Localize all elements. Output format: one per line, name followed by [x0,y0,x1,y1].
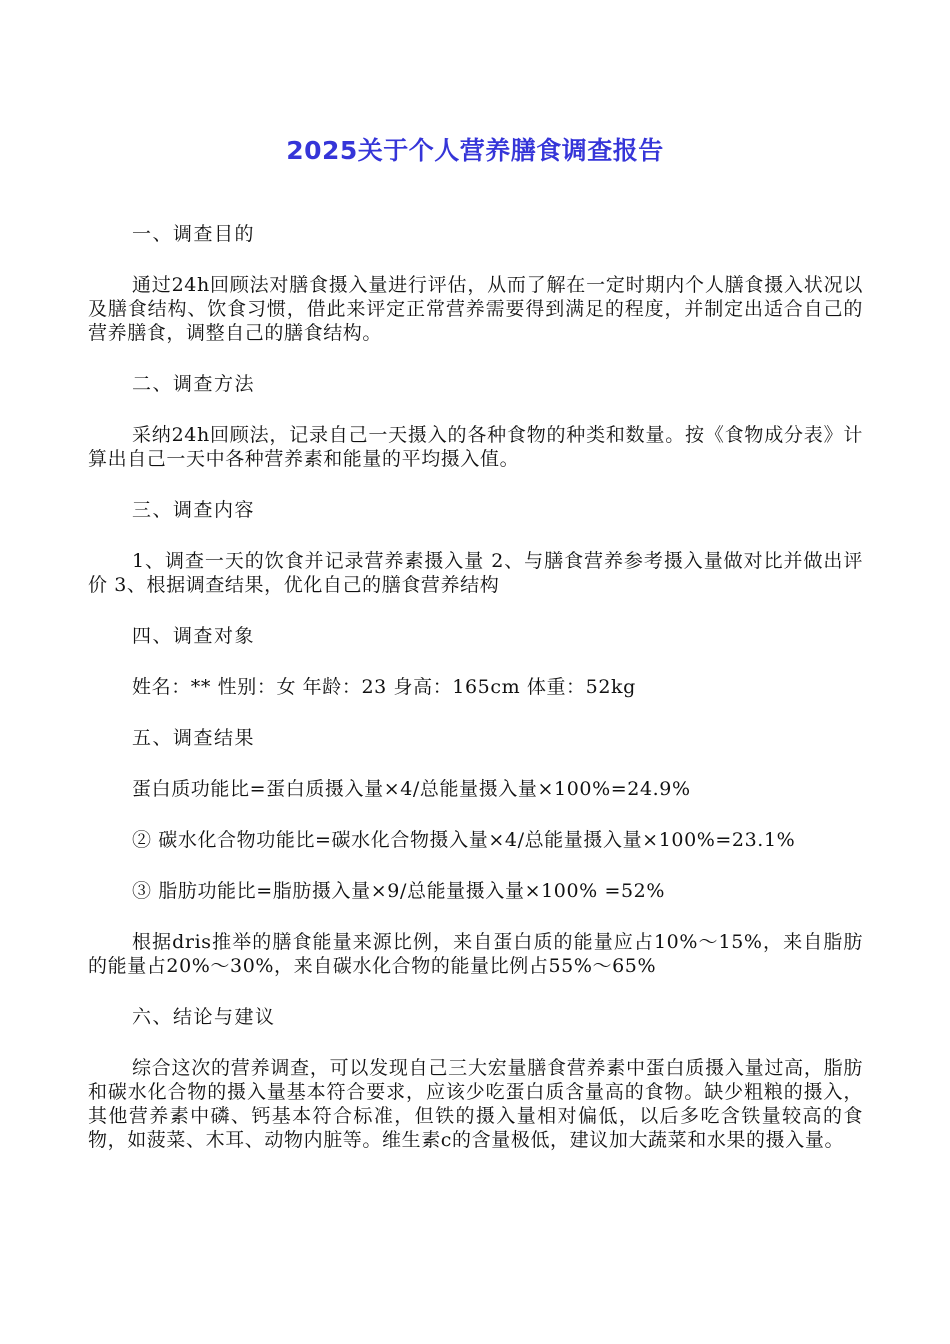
paragraph-fat-ratio: ③ 脂肪功能比=脂肪摄入量×9/总能量摄入量×100% =52% [132,880,665,902]
section-heading-content: 三、调查内容 [132,499,256,521]
paragraph-conclusion: 综合这次的营养调查，可以发现自己三大宏量膳食营养素中蛋白质摄入量过高，脂肪和碳水化合物的摄入量基本符合要求，应该少吃蛋白质含量高的食物。缺少粗粮的摄入，其他营养素中磷、钙基本符合标准，但铁的摄入量相对偏低，以后多吃含铁量较高的食物，如菠菜、木耳、动物内脏等。维生素c的含量极低，建议加大蔬菜和水果的摄入量。 [88,1057,863,1151]
section-heading-subject: 四、调查对象 [132,625,256,647]
paragraph-purpose: 通过24h回顾法对膳食摄入量进行评估，从而了解在一定时期内个人膳食摄入状况以及膳食结构、饮食习惯，借此来评定正常营养需要得到满足的程度，并制定出适合自己的营养膳食，调整自己的膳食结构。 [88,274,863,344]
paragraph-carb-ratio: ② 碳水化合物功能比=碳水化合物摄入量×4/总能量摄入量×100%=23.1% [132,829,796,851]
section-heading-purpose: 一、调查目的 [132,223,256,245]
paragraph-dris-reference: 根据dris推举的膳食能量来源比例，来自蛋白质的能量应占10%～15%，来自脂肪的能量占20%～30%，来自碳水化合物的能量比例占55%～65% [88,931,863,977]
document-body [88,222,863,1179]
paragraph-protein-ratio: 蛋白质功能比=蛋白质摄入量×4/总能量摄入量×100%=24.9% [132,778,691,800]
section-heading-method: 二、调查方法 [132,373,256,395]
paragraph-content: 1、调查一天的饮食并记录营养素摄入量 2、与膳食营养参考摄入量做对比并做出评价 3、根据调查结果，优化自己的膳食营养结构 [88,550,863,596]
section-heading-conclusion: 六、结论与建议 [132,1006,276,1028]
paragraph-subject: 姓名：** 性别：女 年龄：23 身高：165cm 体重：52kg [132,676,636,698]
section-heading-results: 五、调查结果 [132,727,256,749]
paragraph-method: 采纳24h回顾法，记录自己一天摄入的各种食物的种类和数量。按《食物成分表》计算出自己一天中各种营养素和能量的平均摄入值。 [88,424,863,470]
document-title: 2025关于个人营养膳食调查报告 [286,136,664,165]
